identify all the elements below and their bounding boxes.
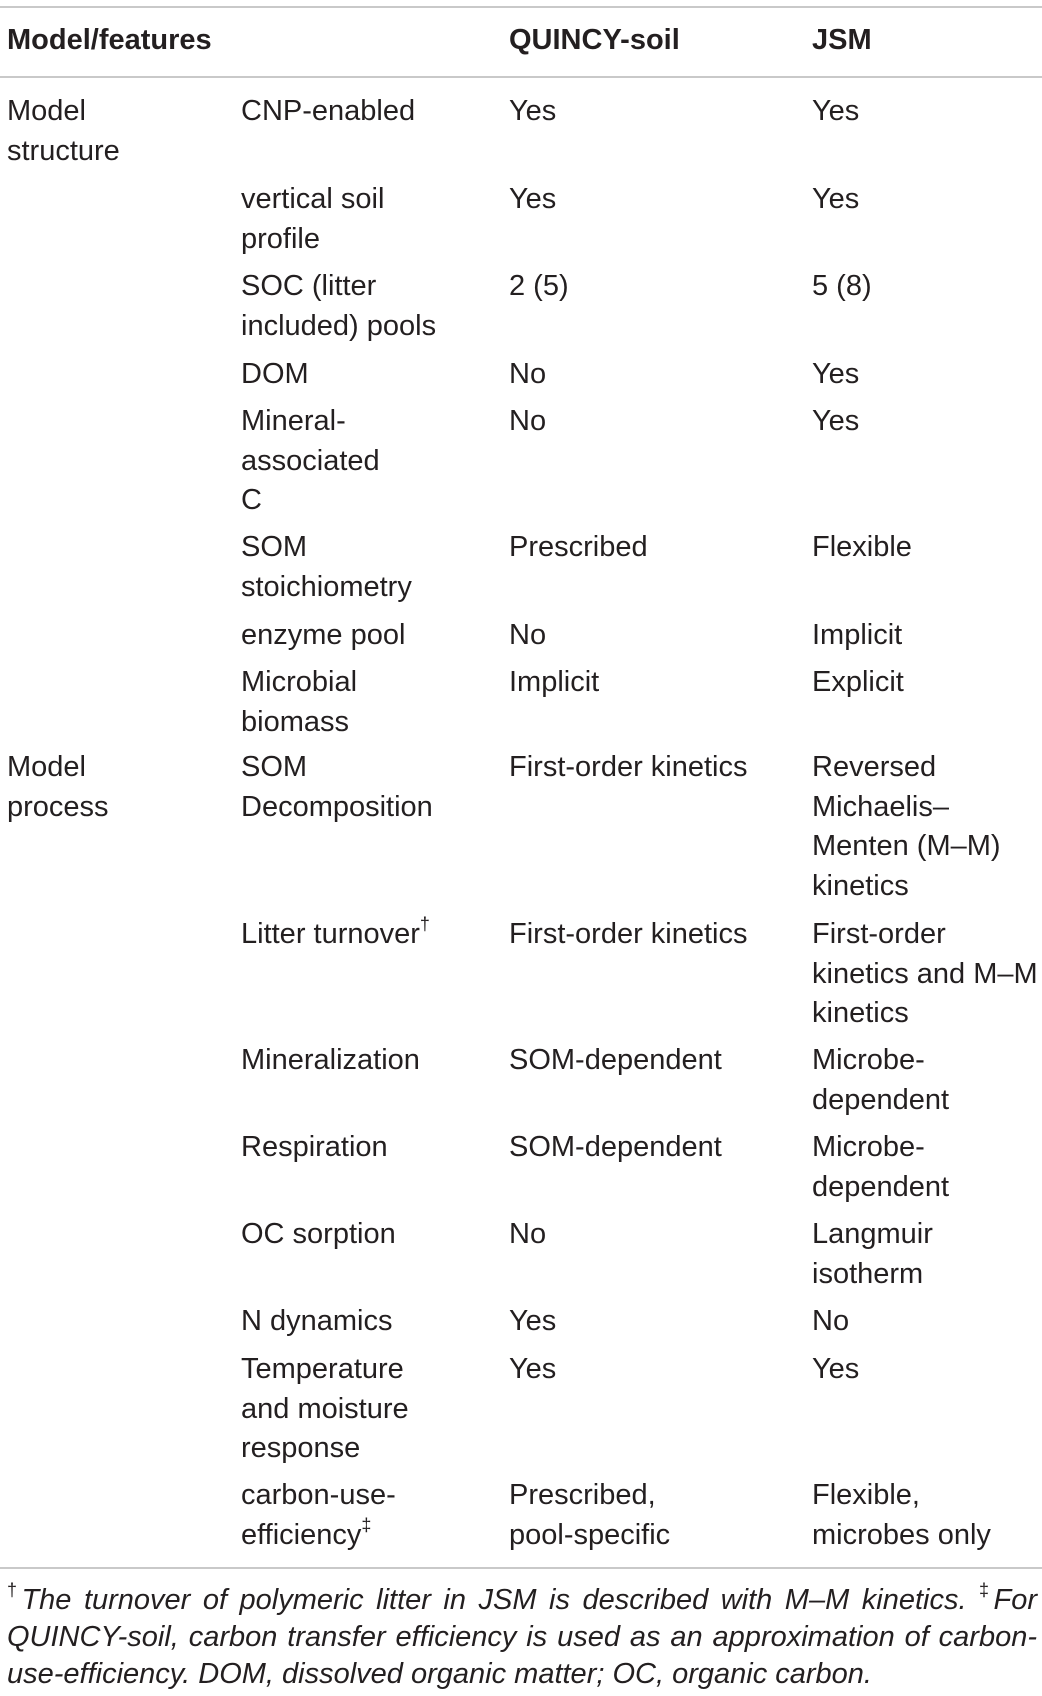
table-footnote: [7, 1582, 1037, 1693]
table-row-jsm: Microbe-dependent: [812, 1131, 950, 1203]
table-row-jsm: Microbe-dependent: [812, 1044, 950, 1116]
table-row-feature: DOM: [241, 358, 309, 390]
table-row-feature: vertical soil profile: [241, 183, 385, 255]
table-row-feature: N dynamics: [241, 1305, 393, 1337]
group-model-process: Model process: [7, 751, 109, 823]
table-row-feature: Microbial biomass: [241, 666, 358, 738]
table-row-jsm: Yes: [812, 95, 860, 127]
feature-text: Litter turnover: [241, 918, 420, 950]
group-model-structure: Model structure: [7, 95, 120, 167]
table-row-jsm: Flexible: [812, 531, 912, 563]
table-row-jsm: Flexible, microbes only: [812, 1479, 991, 1551]
table-row-jsm: First-order kinetics and M–M kinetics: [812, 918, 1038, 1029]
table-row-jsm: 5 (8): [812, 270, 872, 302]
table-row-feature: SOM stoichiometry: [241, 531, 412, 603]
table-row-feature: Mineral-associated C: [241, 405, 380, 516]
header-quincy-soil: QUINCY-soil: [509, 24, 680, 56]
table-row-quincy: Prescribed, pool-specific: [509, 1479, 671, 1551]
table-row-feature: Temperature and moisture response: [241, 1353, 409, 1464]
footnote-text-2: For QUINCY-soil, carbon transfer efficiency is used as an approximation of carbon-use-efficiency. DOM, dissolved organic matter; OC, organic carbon.: [7, 1584, 1037, 1690]
table-row-feature: Respiration: [241, 1131, 388, 1163]
double-dagger-mark: ‡: [361, 1514, 372, 1535]
bottom-rule: [0, 1567, 1042, 1569]
table-row-feature: SOC (litter included) pools: [241, 270, 437, 342]
table-row-jsm: Implicit: [812, 619, 903, 651]
table-row-quincy: SOM-dependent: [509, 1131, 722, 1163]
table-row-jsm: Yes: [812, 358, 860, 390]
table-row-quincy: Prescribed: [509, 531, 648, 563]
table-row-feature: [241, 915, 491, 955]
table-row-quincy: No: [509, 405, 547, 437]
table-row-jsm: Reversed Michaelis–Menten (M–M) kinetics: [812, 751, 1001, 902]
table-row-feature: CNP-enabled: [241, 95, 416, 127]
table-row-quincy: SOM-dependent: [509, 1044, 722, 1076]
table-row-feature: SOM Decomposition: [241, 751, 433, 823]
table-row-feature: OC sorption: [241, 1218, 396, 1250]
footnote-dagger: †: [7, 1580, 22, 1600]
header-jsm: JSM: [812, 24, 872, 56]
table-row-quincy: Yes: [509, 1305, 557, 1337]
table-row-jsm: Yes: [812, 1353, 860, 1385]
table-row-quincy: Yes: [509, 1353, 557, 1385]
table-row-quincy: No: [509, 1218, 547, 1250]
footnote-double-dagger: ‡: [979, 1580, 994, 1600]
feature-text: carbon-use-efficiency: [241, 1479, 396, 1551]
table-row-quincy: No: [509, 619, 547, 651]
table-row-quincy: Yes: [509, 183, 557, 215]
dagger-mark: †: [419, 914, 430, 934]
table-row-feature: enzyme pool: [241, 619, 406, 651]
table-row-jsm: No: [812, 1305, 850, 1337]
table-row-quincy: 2 (5): [509, 270, 569, 302]
table-row-quincy: Implicit: [509, 666, 600, 698]
header-rule: [0, 76, 1042, 78]
table-row-jsm: Langmuir isotherm: [812, 1218, 933, 1290]
table-row-jsm: Yes: [812, 405, 860, 437]
table-row-quincy: First-order kinetics: [509, 751, 748, 783]
top-rule: [0, 6, 1042, 8]
table-row-feature: Mineralization: [241, 1044, 420, 1076]
table-row-feature: [241, 1476, 411, 1555]
table-row-quincy: No: [509, 358, 547, 390]
table-row-quincy: First-order kinetics: [509, 918, 748, 950]
header-model-features: Model/features: [7, 24, 212, 56]
table-row-jsm: Explicit: [812, 666, 904, 698]
footnote-text-1: The turnover of polymeric litter in JSM is described with M–M kinetics.: [21, 1584, 980, 1616]
table-row-quincy: Yes: [509, 95, 557, 127]
table-row-jsm: Yes: [812, 183, 860, 215]
